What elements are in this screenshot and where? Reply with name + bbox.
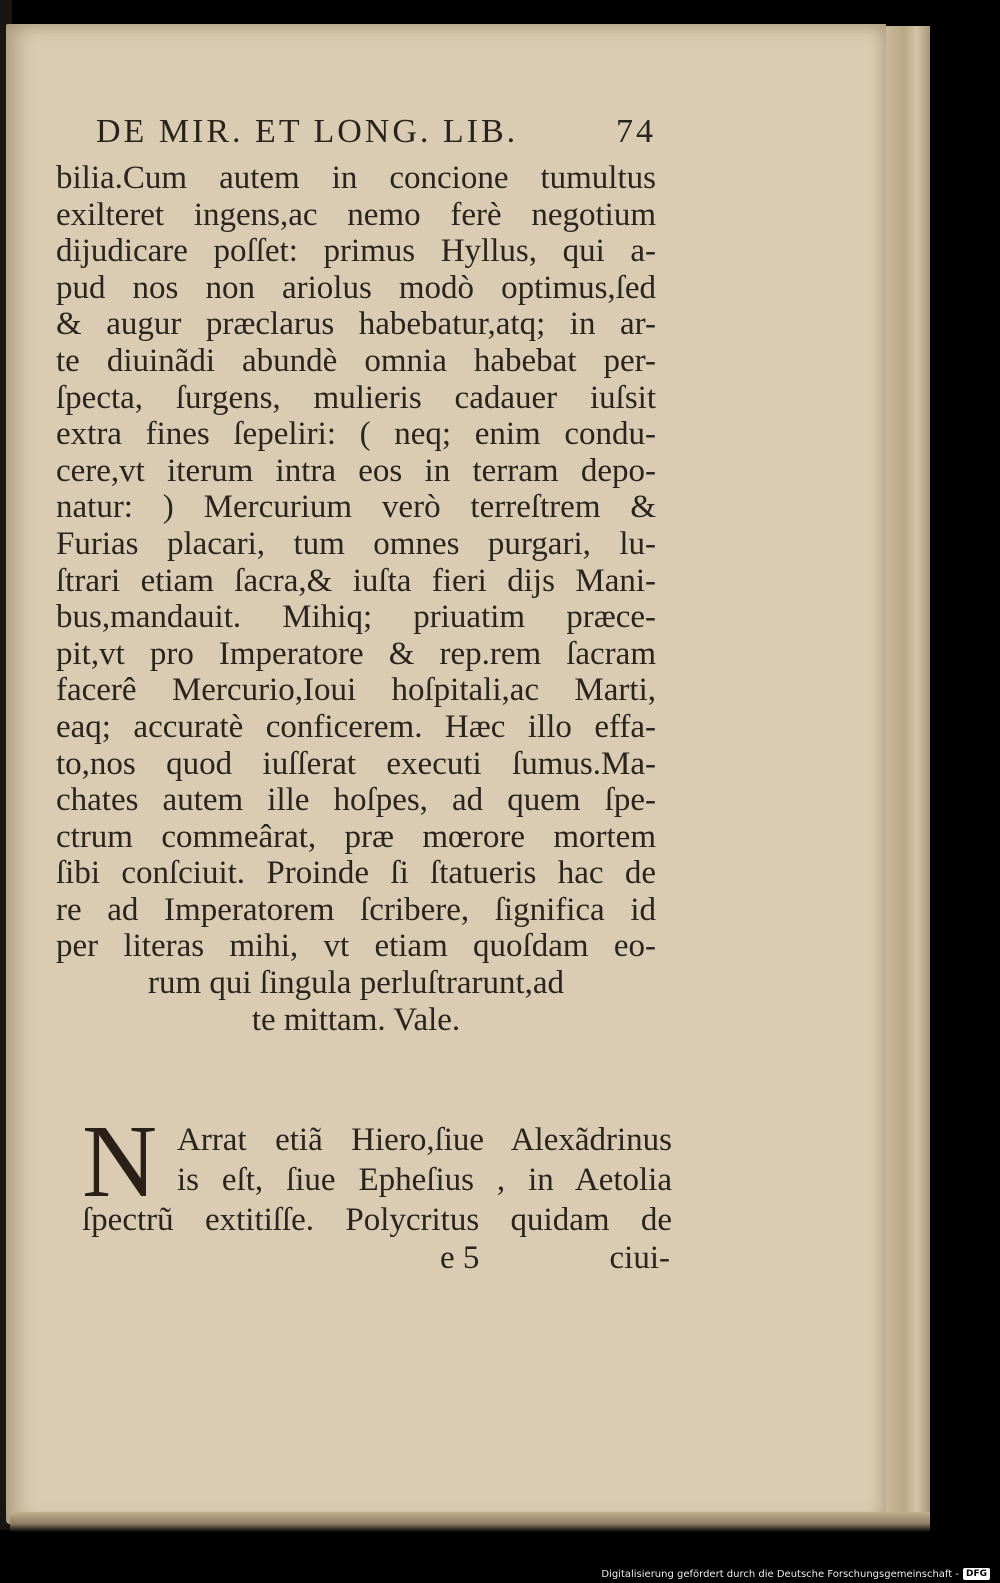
text-line: pud nos non ariolus modò optimus,ſed bbox=[56, 269, 656, 306]
dfg-logo: DFG bbox=[963, 1568, 990, 1580]
drop-cap-initial: N bbox=[82, 1104, 158, 1219]
digitization-credit bbox=[601, 1568, 990, 1580]
section-line: ſpectrũ extitiſſe. Polycritus quidam de bbox=[82, 1202, 672, 1238]
catchword: ciui- bbox=[609, 1240, 670, 1276]
text-line: bus,mandauit. Mihiq; priuatim præce- bbox=[56, 599, 656, 636]
section-line: is eſt, ſiue Epheſius , in Aetolia bbox=[177, 1162, 672, 1198]
page-edges bbox=[886, 26, 930, 1524]
section-line: Arrat etiã Hiero,ſiue Alexãdrinus bbox=[177, 1122, 672, 1158]
text-line: Furias placari, tum omnes purgari, lu- bbox=[56, 525, 656, 562]
text-line: ſtrari etiam ſacra,& iuſta fieri dijs Mani- bbox=[56, 562, 656, 599]
text-line: bilia.Cum autem in concione tumultus bbox=[56, 160, 656, 196]
text-line: & augur præclarus habebatur,atq; in ar- bbox=[56, 306, 656, 343]
text-line: natur: ) Mercurium verò terreſtrem & bbox=[56, 489, 656, 526]
signature-mark: e 5 bbox=[440, 1240, 480, 1276]
page-number: 74 bbox=[616, 113, 656, 150]
text-line: extra fines ſepeliri: ( neq; enim condu- bbox=[56, 416, 656, 453]
text-line: facerê Mercurio,Ioui hoſpitali,ac Marti, bbox=[56, 672, 656, 709]
text-line: ſibi conſciuit. Proinde ſi ſtatueris hac de bbox=[56, 855, 656, 892]
text-line: to,nos quod iuſſerat executi ſumus.Ma- bbox=[56, 745, 656, 782]
second-section bbox=[82, 1104, 672, 1240]
running-title: DE MIR. ET LONG. LIB. bbox=[96, 113, 519, 150]
closing-line: rum qui ſingula perluſtrarunt,ad bbox=[147, 965, 565, 1002]
text-line: ſpecta, ſurgens, mulieris cadauer iuſsit bbox=[56, 379, 656, 416]
text-line: chates autem ille hoſpes, ad quem ſpe- bbox=[56, 782, 656, 819]
text-line: dijudicare poſſet: primus Hyllus, qui a- bbox=[56, 233, 656, 270]
text-line: per literas mihi, vt etiam quoſdam eo- bbox=[56, 928, 656, 965]
text-line: ctrum commeârat, præ mœrore mortem bbox=[56, 818, 656, 855]
main-text-block bbox=[56, 160, 656, 1038]
text-line: exilteret ingens,ac nemo ferè negotium bbox=[56, 196, 656, 233]
text-line: cere,vt iterum intra eos in terram depo- bbox=[56, 452, 656, 489]
text-line: te diuinãdi abundè omnia habebat per- bbox=[56, 342, 656, 379]
credit-text: Digitalisierung gefördert durch die Deutsche Forschungsgemeinschaft - bbox=[601, 1568, 959, 1580]
page-bottom-edge bbox=[10, 1512, 930, 1532]
text-line: eaq; accuratè conficerem. Hæc illo effa- bbox=[56, 708, 656, 745]
text-line: pit,vt pro Imperatore & rep.rem ſacram bbox=[56, 635, 656, 672]
text-line: re ad Imperatorem ſcribere, ſignifica id bbox=[56, 891, 656, 928]
closing-line: te mittam. Vale. bbox=[251, 1001, 461, 1038]
running-header bbox=[96, 113, 656, 159]
